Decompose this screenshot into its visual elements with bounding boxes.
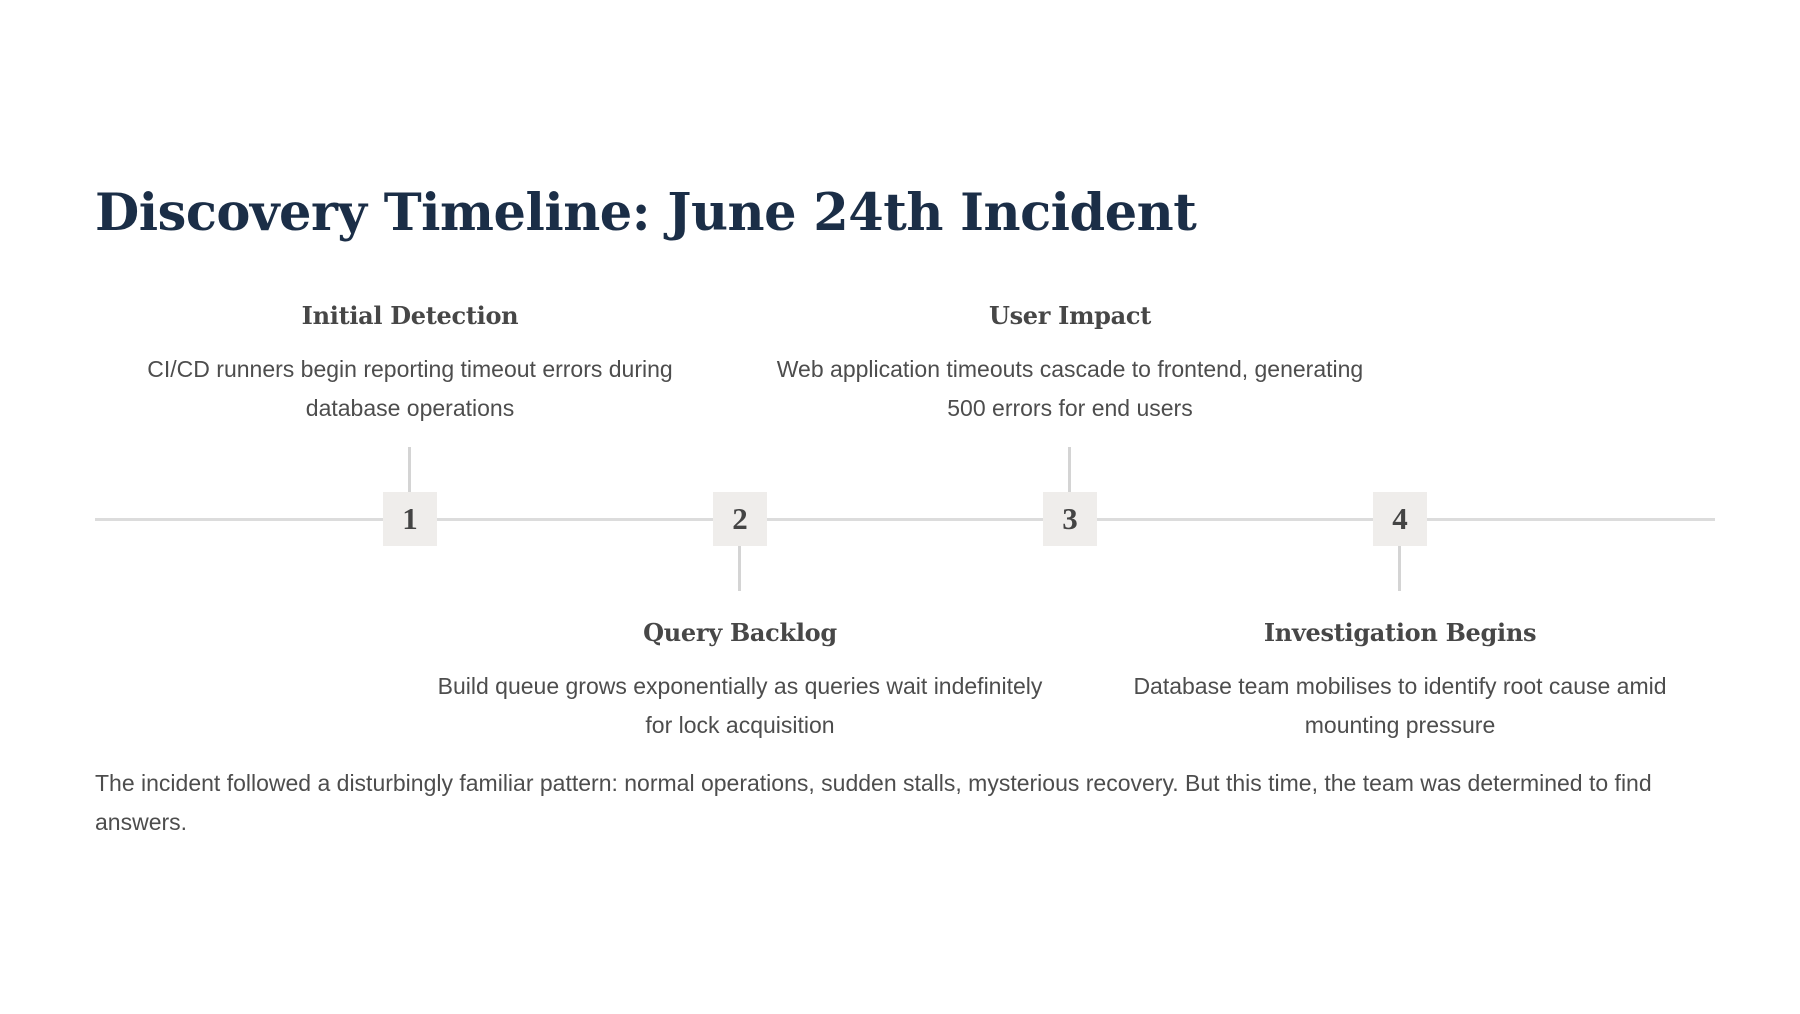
event-user-impact <box>760 301 1380 428</box>
connector-3 <box>1068 447 1071 492</box>
event-query-backlog <box>430 618 1050 745</box>
connector-4 <box>1398 546 1401 591</box>
event-title: User Impact <box>988 301 1152 330</box>
summary-paragraph: The incident followed a disturbingly familiar pattern: normal operations, sudden stalls, mysterious recovery. But this time, the team was determined to find answers. <box>95 770 1652 835</box>
timeline-axis <box>95 518 1715 521</box>
step-marker-2: 2 <box>713 492 767 546</box>
event-initial-detection <box>100 301 720 428</box>
step-marker-4: 4 <box>1373 492 1427 546</box>
event-description: Database team mobilises to identify root cause amid mounting pressure <box>1133 673 1667 738</box>
step-marker-1: 1 <box>383 492 437 546</box>
event-description: Web application timeouts cascade to frontend, generating 500 errors for end users <box>776 356 1364 421</box>
event-title: Initial Detection <box>301 301 519 330</box>
event-title: Investigation Begins <box>1263 618 1537 647</box>
step-marker-3: 3 <box>1043 492 1097 546</box>
event-investigation-begins <box>1090 618 1710 745</box>
event-title: Query Backlog <box>643 618 837 647</box>
page-title: Discovery Timeline: June 24th Incident <box>95 183 1197 243</box>
connector-1 <box>408 447 411 492</box>
event-description: CI/CD runners begin reporting timeout errors during database operations <box>147 356 673 421</box>
connector-2 <box>738 546 741 591</box>
event-description: Build queue grows exponentially as queries wait indefinitely for lock acquisition <box>437 673 1043 738</box>
